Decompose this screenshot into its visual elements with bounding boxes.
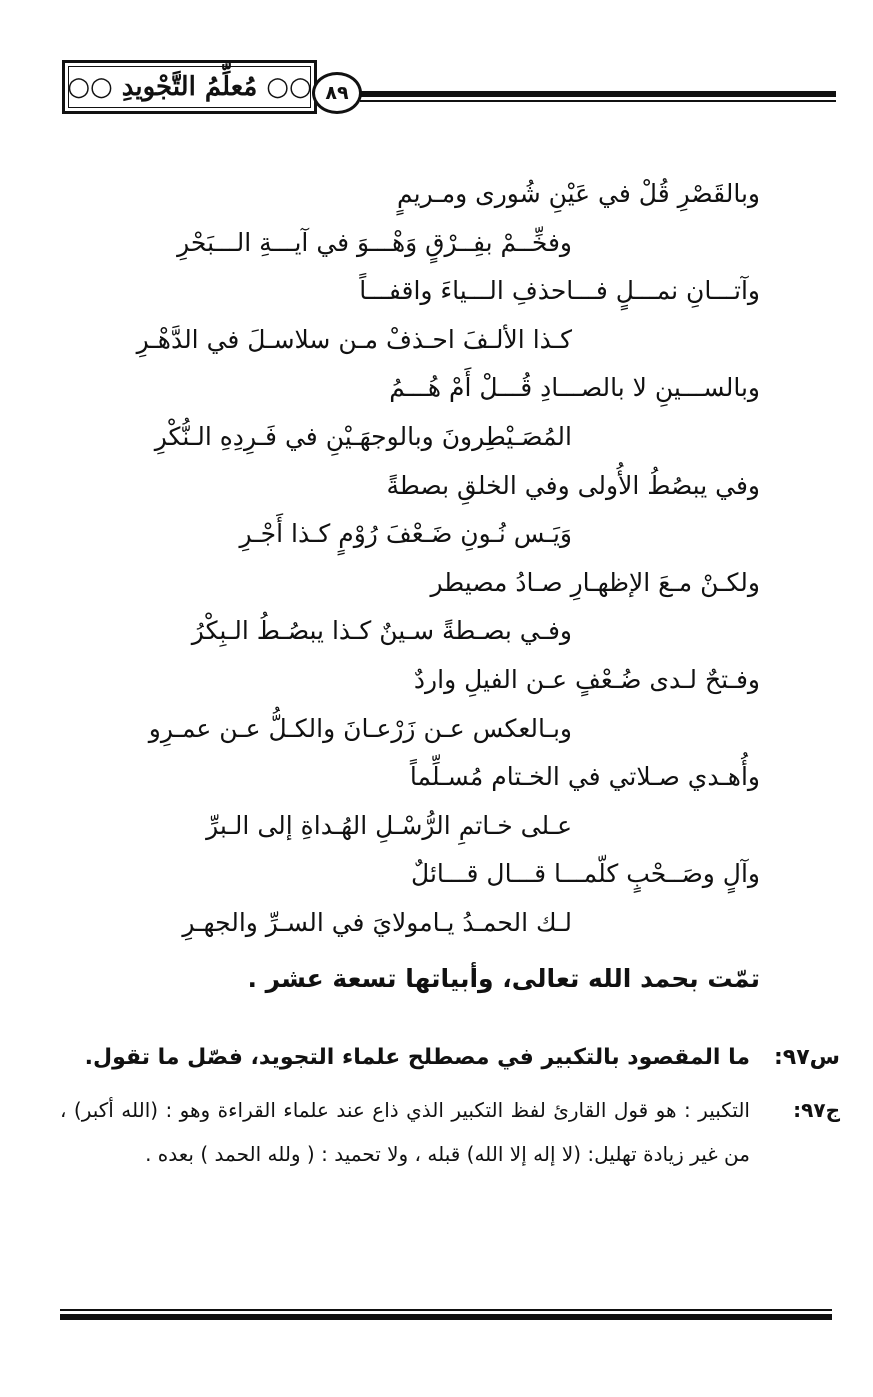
book-title: ○○ مُعلِّمُ التَّجْويدِ ○○ xyxy=(67,72,312,102)
verse-line: وَيَـس نُـونِ ضَـعْفَ رُوْمٍ كـذا أَجْـرِ xyxy=(239,519,572,549)
header-rule-thick xyxy=(360,91,836,97)
footer-rule-thick xyxy=(60,1314,832,1320)
verse-line: المُصَـيْطِرونَ وبالوجهَـيْنِ في فَـرِدِهِ الـنُّكْرِ xyxy=(154,421,572,451)
verse-line: وفخِّــمْ بفِــرْقٍ وَهْـــوَ في آيـــةِ الـــبَحْرِ xyxy=(177,227,572,257)
header-rule-thin xyxy=(360,100,836,102)
verse-line: وآلٍ وصَــحْبٍ كلّمـــا قـــال قـــائلٌ xyxy=(411,859,760,889)
verse-line: ولكـنْ مـعَ الإظهـارِ صـادُ مصيطر xyxy=(430,567,760,597)
answer-block xyxy=(60,1088,840,1176)
verse-line: لـك الحمـدُ يـامولايَ في السـرِّ والجهـرِ xyxy=(182,907,572,937)
verse-line: عـلى خـاتمِ الرُّسْـلِ الهُـداةِ إلى الـبرِّ xyxy=(206,810,572,840)
question-text: ما المقصود بالتكبير في مصطلح علماء التجويد، فصّل ما تقول. xyxy=(84,1045,750,1070)
book-title-box xyxy=(62,60,317,114)
verse-line: وأُهـدي صـلاتي في الخـتام مُسـلِّماً xyxy=(409,762,760,792)
verse-line: كـذا الألـفَ احـذفْ مـن سلاسـلَ في الدَّهْـرِ xyxy=(136,324,572,354)
verse-line: وبالقَصْرِ قُلْ في عَيْنِ شُورى ومـريمٍ xyxy=(397,179,760,208)
verse-line: وبالســـينِ لا بالصـــادِ قُـــلْ أَمْ هُـــمُ xyxy=(389,373,760,403)
verse-line: وبـالعكس عـن زَرْعـانَ والكـلُّ عـن عمـرِو xyxy=(148,713,572,743)
question-block xyxy=(60,1036,840,1080)
page-number: ٨٩ xyxy=(312,72,362,114)
verse-line: وفـي بصـطةً سـينٌ كـذا يبصُـطُ الـبِكْرُ xyxy=(191,616,572,646)
question-label: س٩٧: xyxy=(773,1045,840,1070)
page-header xyxy=(0,0,873,140)
verse-line: وفي يبصُطُ الأُولى وفي الخلقِ بصطةً xyxy=(386,470,760,500)
verse-line: وفـتحٌ لـدى ضُـعْفٍ عـن الفيلِ واردٌ xyxy=(413,664,760,694)
verse-line: وآتـــانِ نمـــلٍ فـــاحذفِ الـــياءَ واقفـــاً xyxy=(359,276,760,306)
title-box-inner-frame xyxy=(68,66,311,108)
poem-closing-note: تمّت بحمد الله تعالى، وأبياتها تسعة عشر . xyxy=(247,964,760,993)
poem-verses xyxy=(120,170,760,948)
answer-label: ج٩٧: xyxy=(793,1098,840,1122)
footer-rule-thin xyxy=(60,1309,832,1311)
answer-text: التكبير : هو قول القارئ لفظ التكبير الذي ذاع عند علماء القراءة وهو : (الله أكبر) ، من غير زيادة تهليل: (لا إله إلا الله) قبله ، ولا تحميد : ( ولله الحمد ) بعده . xyxy=(60,1098,750,1166)
